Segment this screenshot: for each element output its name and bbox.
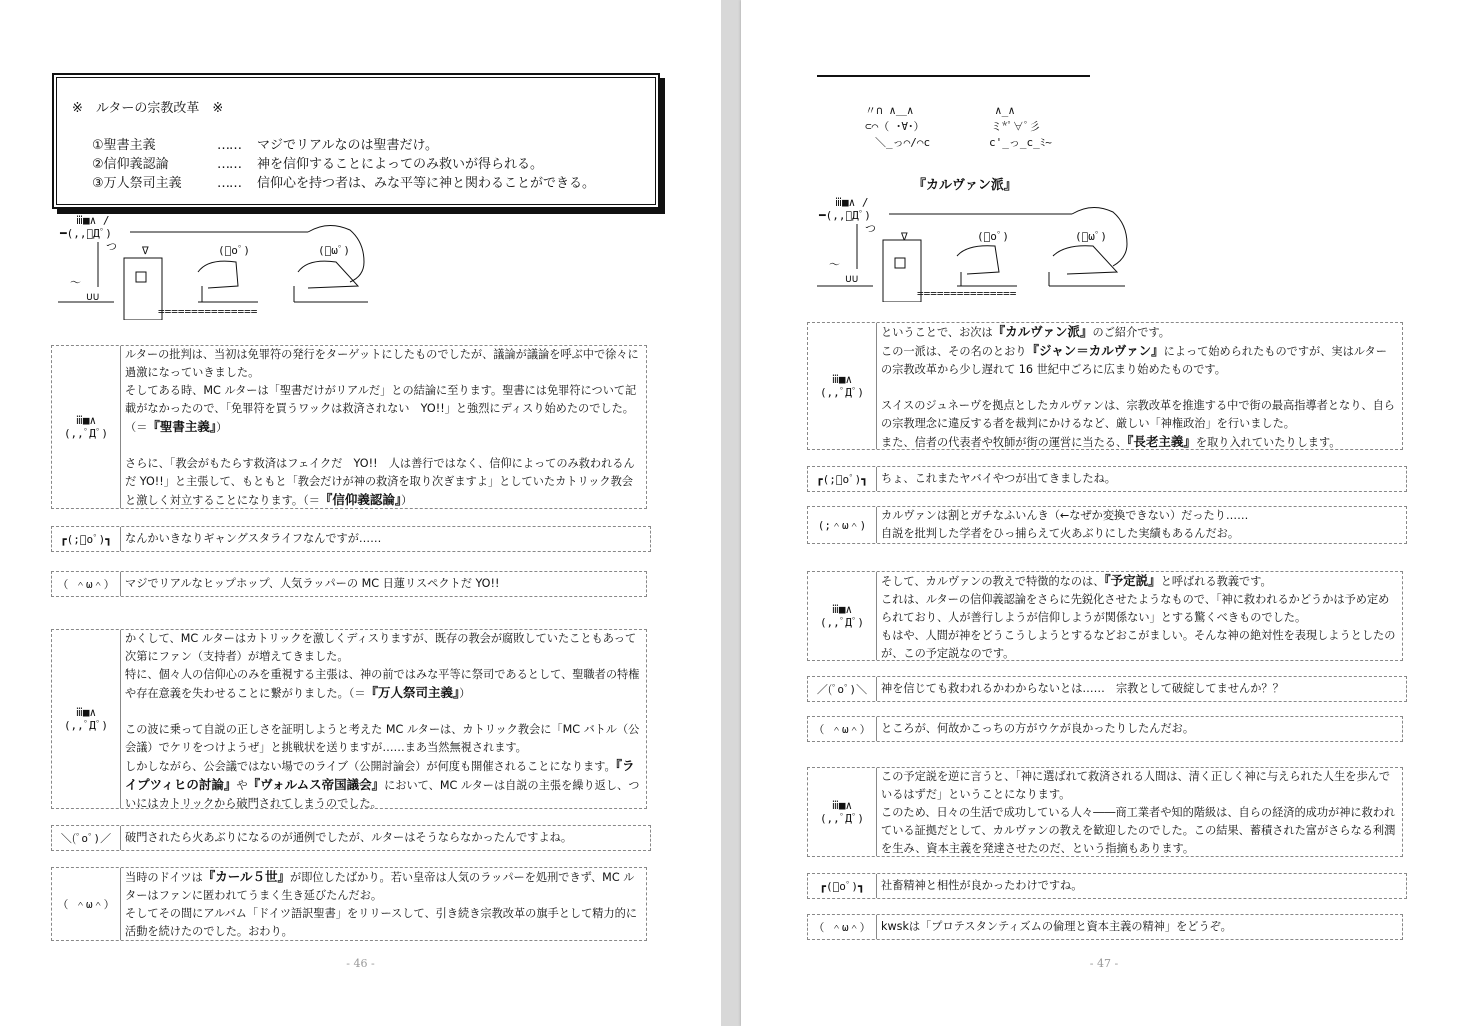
page-number: - 46 - bbox=[346, 957, 375, 970]
dialog-line: この予定説を逆に言うと、「神に選ばれて救済される人間は、清く正しく神に与えられた人生を歩んでいるはずだ」ということになります。 bbox=[881, 770, 1391, 801]
dialog-line: 自説を批判した学者をひっ捕らえて火あぶりにした実績もあるんだお。 bbox=[881, 527, 1240, 540]
speaker-face: ⅲ■∧ (,,ﾟДﾟ) bbox=[52, 630, 121, 808]
emphasized-term: 『ライプツィヒの討論』 bbox=[125, 758, 635, 792]
dialog-text bbox=[877, 323, 1402, 449]
dialog-text bbox=[877, 507, 1406, 543]
emphasized-term: 『長老主義』 bbox=[1127, 434, 1196, 449]
dialog-row bbox=[807, 322, 1403, 450]
dialog-line: ということで、お次は『カルヴァン派』のご紹介です。 bbox=[881, 324, 1170, 339]
summary-dots: …… bbox=[217, 157, 241, 172]
dialog-text bbox=[121, 868, 646, 940]
summary-row bbox=[92, 172, 595, 191]
dialog-text bbox=[121, 346, 646, 508]
dialog-line: これは、ルターの信仰義認論をさらに先鋭化させたようなもので、「神に救われるかどうかは予め定められており、人が善行しようが信仰しようが関係ない」とする驚くべきものでした。 bbox=[881, 593, 1390, 624]
svg-text:ⅲ■∧ /: ⅲ■∧ / bbox=[76, 214, 110, 227]
svg-text:～: ～ bbox=[829, 258, 840, 271]
dialog-row bbox=[51, 825, 651, 851]
speaker-face: ┏(;ﾟoﾟ)┓ bbox=[808, 467, 877, 491]
summary-term: ③万人祭司主義 bbox=[92, 176, 182, 191]
svg-text:＼_っ⌒/⌒c: ＼_っ⌒/⌒c bbox=[875, 136, 931, 149]
dialog-row bbox=[51, 526, 651, 552]
summary-row bbox=[92, 134, 438, 153]
svg-text:∪∪: ∪∪ bbox=[845, 272, 859, 285]
decorative-rule bbox=[817, 75, 1090, 77]
dialog-row bbox=[807, 676, 1407, 702]
dialog-row bbox=[51, 629, 647, 809]
speaker-face: ⅲ■∧ (,,ﾟДﾟ) bbox=[808, 572, 877, 660]
dialog-line: 特に、個々人の信仰心のみを重視する主張は、神の前ではみな平等に祭司であるとして、聖職者の特権や存在意義を失わせることに繋がりました。（＝『万人祭司主義』） bbox=[125, 668, 640, 700]
dialog-line: 当時のドイツは『カール５世』が即位したばかり。若い皇帝は人気のラッパーを処刑できず、MC ルターはファンに匿われてうまく生き延びたんだお。 bbox=[125, 869, 635, 902]
dialog-line: そしてその間にアルバム「ドイツ語訳聖書」をリリースして、引き続き宗教改革の旗手として精力的に活動を続けたのでした。おわり。 bbox=[125, 907, 638, 938]
summary-row bbox=[92, 153, 543, 172]
svg-text:⊂⌒（ ･∀･）: ⊂⌒（ ･∀･） bbox=[865, 120, 925, 133]
dialog-line: また、信者の代表者や牧師が街の運営に当たる、『長老主義』を取り入れていたりします。 bbox=[881, 434, 1341, 449]
speaker-face: ／(ﾟoﾟ)＼ bbox=[808, 677, 877, 701]
dialog-line: そして、カルヴァンの教えで特徴的なのは、『予定説』と呼ばれる教義です。 bbox=[881, 573, 1272, 588]
dialog-row bbox=[51, 867, 647, 941]
dialog-text bbox=[877, 572, 1402, 660]
dialog-line: もはや、人間が神をどうこうしようとするなどおこがましい。そんな神の絶対性を表現しようとしたのが、この予定説なのです。 bbox=[881, 629, 1396, 660]
dialog-row bbox=[807, 767, 1403, 857]
emphasized-term: 『万人祭司主義』 bbox=[365, 685, 460, 700]
dialog-line: さらに、「教会がもたらす救済はフェイクだ YO!! 人は善行ではなく、信仰によってのみ救われるんだ YO!!」と主張して、もともと「教会だけが神の救済を取り次ぎますよ」としていたカトリック教会と激しく対立することになります。（＝『信仰義認論』） bbox=[125, 457, 635, 507]
speaker-face: ⅲ■∧ (,,ﾟДﾟ) bbox=[808, 768, 877, 856]
dialog-row bbox=[807, 506, 1407, 544]
dialog-line: ちょ、これまたヤバイやつが出てきましたね。 bbox=[881, 472, 1116, 485]
page-gutter bbox=[721, 0, 741, 1026]
speaker-face: （ ＾ω＾） bbox=[808, 915, 877, 939]
page-number: - 47 - bbox=[1089, 957, 1119, 970]
cats-ascii-art bbox=[865, 100, 1065, 156]
svg-text:(ﾟoﾟ): (ﾟoﾟ) bbox=[977, 230, 1009, 243]
dialog-line: このため、日々の生活で成功している人々――商工業者や知的階級は、自らの経済的成功が神に救われている証拠だとして、カルヴァンの教えを歓迎したのでした。この結果、蓄積された富がさらなる利潤を生み、資本主義を発達させたのだ、という指摘もあります。 bbox=[881, 806, 1396, 855]
dialog-row bbox=[51, 345, 647, 509]
dialog-text bbox=[877, 717, 1402, 741]
emphasized-term: 『カルヴァン派』 bbox=[992, 324, 1093, 339]
emphasized-term: 『信仰義認論』 bbox=[319, 492, 402, 507]
dialog-line: 神を信じても救われるかわからないとは…… 宗教として破綻してませんか？？ bbox=[881, 682, 1284, 695]
summary-dots: …… bbox=[217, 176, 241, 191]
summary-desc: 神を信仰することによってのみ救いが得られる。 bbox=[257, 157, 544, 172]
speaker-face: ⅲ■∧ (,,ﾟДﾟ) bbox=[52, 346, 121, 508]
dialog-line: ところが、何故かこっちの方がウケが良かったりしたんだお。 bbox=[881, 722, 1195, 735]
classroom-ascii-art bbox=[817, 194, 1147, 302]
summary-desc: 信仰心を持つ者は、みな平等に神と関わることができる。 bbox=[257, 176, 596, 191]
svg-text:━(,,ﾟДﾟ): ━(,,ﾟДﾟ) bbox=[819, 209, 871, 222]
svg-text:〃∩ ∧＿∧: 〃∩ ∧＿∧ bbox=[865, 104, 914, 117]
emphasized-term: 『カール５世』 bbox=[202, 869, 291, 884]
dialog-line: kwskは「プロテスタンティズムの倫理と資本主義の精神」をどうぞ。 bbox=[881, 920, 1232, 933]
dialog-line: マジでリアルなヒップホップ、人気ラッパーの MC 日蓮リスペクトだ YO!! bbox=[125, 577, 500, 590]
summary-term: ①聖書主義 bbox=[92, 138, 156, 153]
speaker-face: （ ＾ω＾） bbox=[52, 572, 121, 596]
left-page bbox=[0, 0, 721, 1026]
summary-title: ※ ルターの宗教改革 ※ bbox=[72, 101, 224, 116]
emphasized-term: 『予定説』 bbox=[1104, 573, 1161, 588]
dialog-row bbox=[51, 571, 647, 597]
svg-text:===============: =============== bbox=[158, 305, 258, 318]
dialog-row bbox=[807, 914, 1403, 940]
dialog-line: 破門されたら火あぶりになるのが通例でしたが、ルターはそうならなかったんですよね。 bbox=[125, 831, 573, 844]
dialog-line: 社畜精神と相性が良かったわけですね。 bbox=[881, 879, 1083, 892]
dialog-line: この波に乗って自説の正しさを証明しようと考えた MC ルターは、カトリック教会に「MC バトル（公会議）でケリをつけようぜ」と挑戦状を送りますが……まあ当然無視されます。 bbox=[125, 723, 640, 754]
dialog-line: なんかいきなりギャングスタライフなんですが…… bbox=[125, 532, 382, 545]
speaker-face: ⅲ■∧ (,,ﾟДﾟ) bbox=[808, 323, 877, 449]
svg-text:(ﾟωﾟ): (ﾟωﾟ) bbox=[1075, 230, 1107, 243]
dialog-line: この一派は、その名のとおり『ジャン＝カルヴァン』によって始められたものですが、実はルターの宗教改革から少し遅れて 16 世紀中ごろに広まり始めたものです。 bbox=[881, 343, 1387, 376]
dialog-row bbox=[807, 873, 1407, 899]
dialog-line bbox=[125, 703, 642, 721]
svg-text:(ﾟoﾟ): (ﾟoﾟ) bbox=[218, 244, 250, 257]
emphasized-term: 『聖書主義』 bbox=[147, 419, 217, 434]
dialog-text bbox=[121, 826, 650, 850]
dialog-text bbox=[877, 915, 1402, 939]
dialog-row bbox=[807, 716, 1403, 742]
svg-text:∇: ∇ bbox=[142, 244, 149, 257]
emphasized-term: 『ジャン＝カルヴァン』 bbox=[1026, 343, 1164, 358]
svg-text:ⅲ■∧ /: ⅲ■∧ / bbox=[835, 196, 869, 209]
dialog-text bbox=[121, 630, 646, 808]
speaker-face: （ ＾ω＾） bbox=[808, 717, 877, 741]
emphasized-term: 『ヴォルムス帝国議会』 bbox=[247, 777, 385, 792]
svg-text:つ: つ bbox=[865, 222, 876, 235]
dialog-line bbox=[881, 379, 1398, 397]
speaker-face: ＼(ﾟoﾟ)／ bbox=[52, 826, 121, 850]
svg-text:===============: =============== bbox=[917, 287, 1017, 300]
speaker-face: （ ＾ω＾） bbox=[52, 868, 121, 940]
dialog-row bbox=[807, 466, 1407, 492]
dialog-line: ルターの批判は、当初は免罪符の発行をターゲットにしたものでしたが、議論が議論を呼ぶ中で徐々に過激になっていきました。 bbox=[125, 348, 639, 379]
dialog-line: そしてある時、MC ルターは「聖書だけがリアルだ」との結論に至ります。聖書には免罪符について記載がなかったので、「免罪符を買うワックは救済されない YO!!」と強烈にディスり始めたのでした。（＝『聖書主義』） bbox=[125, 384, 637, 434]
svg-text:～: ～ bbox=[70, 276, 81, 289]
dialog-text bbox=[121, 527, 650, 551]
dialog-text bbox=[877, 677, 1406, 701]
svg-text:∧_∧: ∧_∧ bbox=[995, 104, 1015, 117]
dialog-row bbox=[807, 571, 1403, 661]
speaker-face: ┏(ﾟoﾟ)┓ bbox=[808, 874, 877, 898]
dialog-line: スイスのジュネーヴを拠点としたカルヴァンは、宗教改革を推進する中で街の最高指導者となり、自らの宗教理念に違反する者を裁判にかけるなど、厳しい「神権政治」を行いました。 bbox=[881, 399, 1395, 430]
dialog-text bbox=[877, 467, 1406, 491]
dialog-line: しかしながら、公会議ではない場でのライブ（公開討論会）が何度も開催されることになります。『ライプツィヒの討論』や『ヴォルムス帝国議会』において、MC ルターは自説の主張を繰り返し、ついにはカトリックから破門されてしまうのでした。 bbox=[125, 758, 640, 808]
svg-text:(ﾟωﾟ): (ﾟωﾟ) bbox=[318, 244, 350, 257]
dialog-line bbox=[125, 437, 642, 455]
summary-dots: …… bbox=[217, 138, 241, 153]
section-heading: 『カルヴァン派』 bbox=[913, 178, 1017, 193]
dialog-text bbox=[121, 572, 646, 596]
summary-box bbox=[52, 73, 660, 209]
svg-text:━(,,ﾟДﾟ): ━(,,ﾟДﾟ) bbox=[60, 227, 112, 240]
right-page bbox=[741, 0, 1467, 1026]
svg-text:∇: ∇ bbox=[901, 230, 908, 243]
svg-text:∪∪: ∪∪ bbox=[86, 290, 100, 303]
speaker-face: (;＾ω＾) bbox=[808, 507, 877, 543]
classroom-ascii-art bbox=[58, 212, 388, 320]
summary-desc: マジでリアルなのは聖書だけ。 bbox=[257, 138, 438, 153]
svg-text:つ: つ bbox=[106, 240, 117, 253]
svg-text:ミ*ﾟ∀ﾟ彡: ミ*ﾟ∀ﾟ彡 bbox=[991, 120, 1041, 133]
dialog-text bbox=[877, 874, 1406, 898]
svg-text:c'_っ_c_ﾐ~: c'_っ_c_ﾐ~ bbox=[989, 136, 1052, 149]
summary-term: ②信仰義認論 bbox=[92, 157, 169, 172]
speaker-face: ┏(;ﾟoﾟ)┓ bbox=[52, 527, 121, 551]
dialog-line: かくして、MC ルターはカトリックを激しくディスりますが、既存の教会が腐敗していたこともあって次第にファン（支持者）が増えてきました。 bbox=[125, 632, 637, 663]
dialog-text bbox=[877, 768, 1402, 856]
dialog-line: カルヴァンは割とガチなふいんき（←なぜか変換できない）だったり…… bbox=[881, 509, 1249, 522]
